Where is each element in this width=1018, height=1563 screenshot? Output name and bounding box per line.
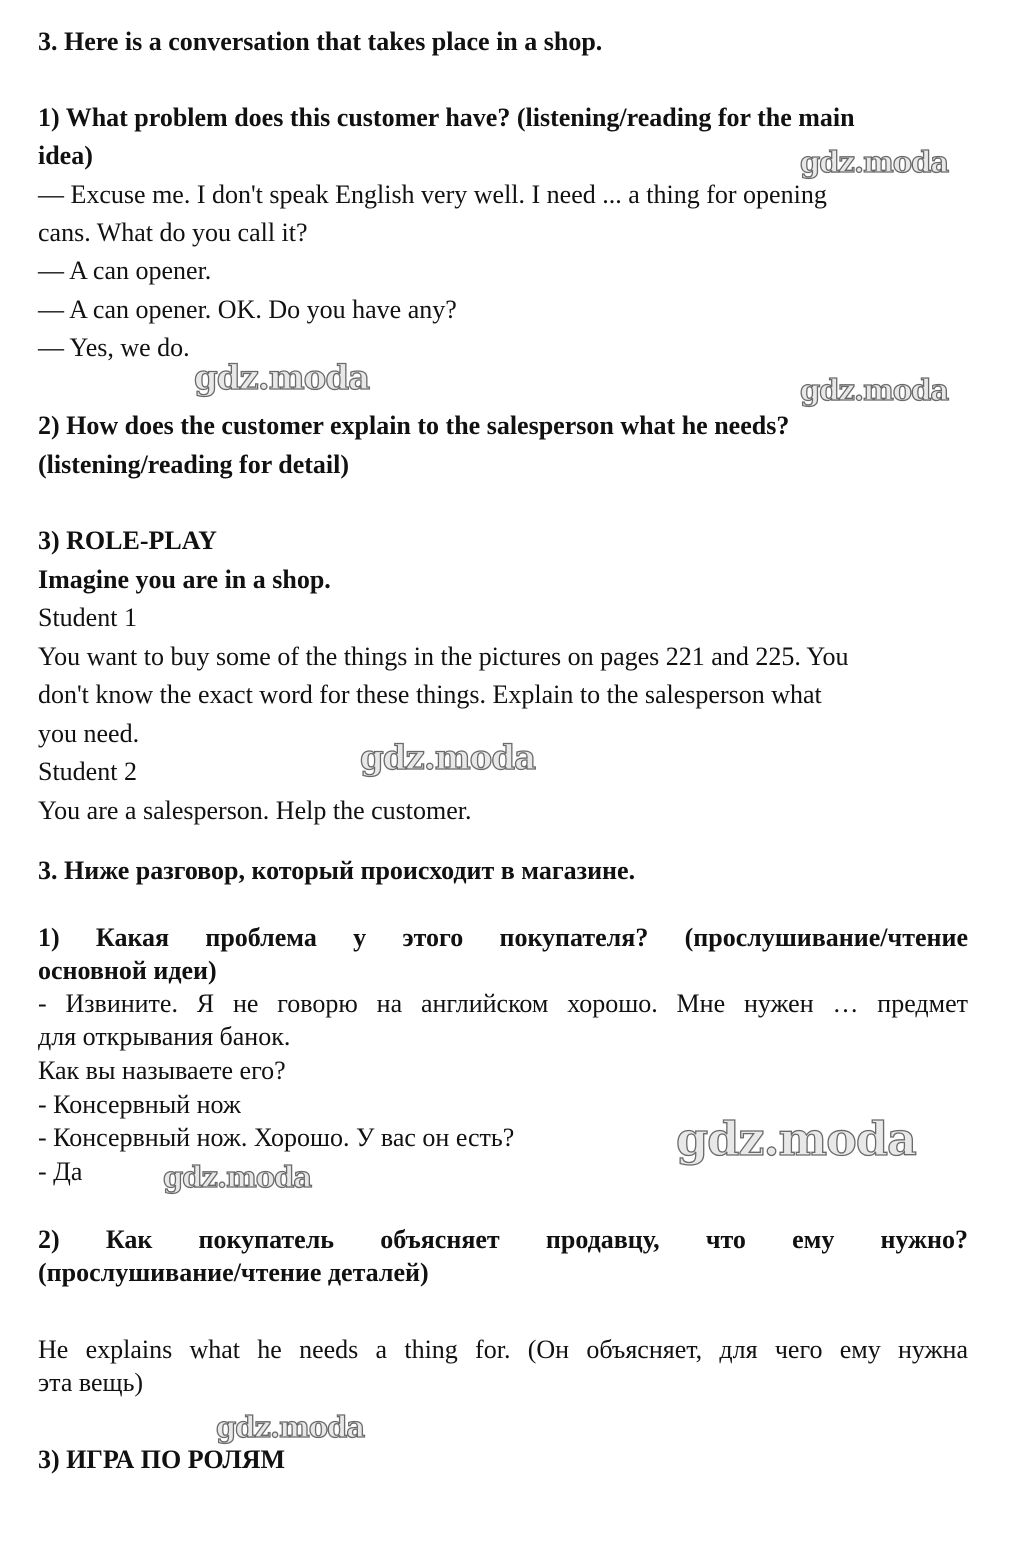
student-1-text: you need.: [38, 719, 140, 748]
dialogue-line-en: — A can opener.: [38, 256, 212, 285]
dialogue-line-ru: - Консервный нож. Хорошо. У вас он есть?: [38, 1123, 515, 1152]
roleplay-intro-en: Imagine you are in a shop.: [38, 565, 331, 594]
dialogue-line-ru: - Консервный нож: [38, 1090, 241, 1119]
task-heading-en: 3. Here is a conversation that takes place in a shop.: [38, 27, 603, 56]
question-1-ru-cont: основной идеи): [38, 956, 217, 985]
dialogue-line-en: — A can opener. OK. Do you have any?: [38, 295, 457, 324]
question-3-en: 3) ROLE-PLAY: [38, 526, 217, 555]
answer-text-cont: эта вещь): [38, 1368, 144, 1397]
student-2-text: You are a salesperson. Help the customer.: [38, 796, 472, 825]
dialogue-line-en: cans. What do you call it?: [38, 218, 308, 247]
task-heading-ru: 3. Ниже разговор, который происходит в магазине.: [38, 856, 636, 885]
question-2-ru: 2) Как покупатель объясняет продавцу, что ему нужно?: [38, 1225, 968, 1254]
student-1-text: You want to buy some of the things in the pictures on pages 221 and 225. You: [38, 642, 849, 671]
question-1-en: 1) What problem does this customer have? (listening/reading for the main: [38, 103, 855, 132]
watermark: gdz.moda: [676, 1112, 916, 1166]
dialogue-line-ru: для открывания банок.: [38, 1022, 291, 1051]
watermark: gdz.moda: [194, 358, 370, 398]
dialogue-line-ru: - Извините. Я не говорю на английском хорошо. Мне нужен … предмет: [38, 989, 968, 1018]
dialogue-line-en: — Excuse me. I don't speak English very well. I need ... a thing for opening: [38, 180, 827, 209]
dialogue-line-ru: - Да: [38, 1157, 83, 1186]
watermark: gdz.moda: [800, 373, 949, 407]
question-3-ru: 3) ИГРА ПО РОЛЯМ: [38, 1445, 286, 1474]
question-2-en: 2) How does the customer explain to the salesperson what he needs?: [38, 411, 790, 440]
dialogue-line-ru: Как вы называете его?: [38, 1056, 286, 1085]
question-2-ru-cont: (прослушивание/чтение деталей): [38, 1258, 429, 1287]
question-1-ru: 1) Какая проблема у этого покупателя? (прослушивание/чтение: [38, 923, 968, 952]
watermark: gdz.moda: [216, 1410, 365, 1444]
answer-text: He explains what he needs a thing for. (Он объясняет, для чего ему нужна: [38, 1335, 968, 1364]
student-1-text: don't know the exact word for these things. Explain to the salesperson what: [38, 680, 822, 709]
watermark: gdz.moda: [800, 145, 949, 179]
question-2-en-cont: (listening/reading for detail): [38, 450, 350, 479]
student-2-label: Student 2: [38, 757, 137, 786]
question-1-en-cont: idea): [38, 141, 93, 170]
watermark: gdz.moda: [163, 1160, 312, 1194]
watermark: gdz.moda: [360, 738, 536, 778]
student-1-label: Student 1: [38, 603, 137, 632]
dialogue-line-en: — Yes, we do.: [38, 333, 190, 362]
